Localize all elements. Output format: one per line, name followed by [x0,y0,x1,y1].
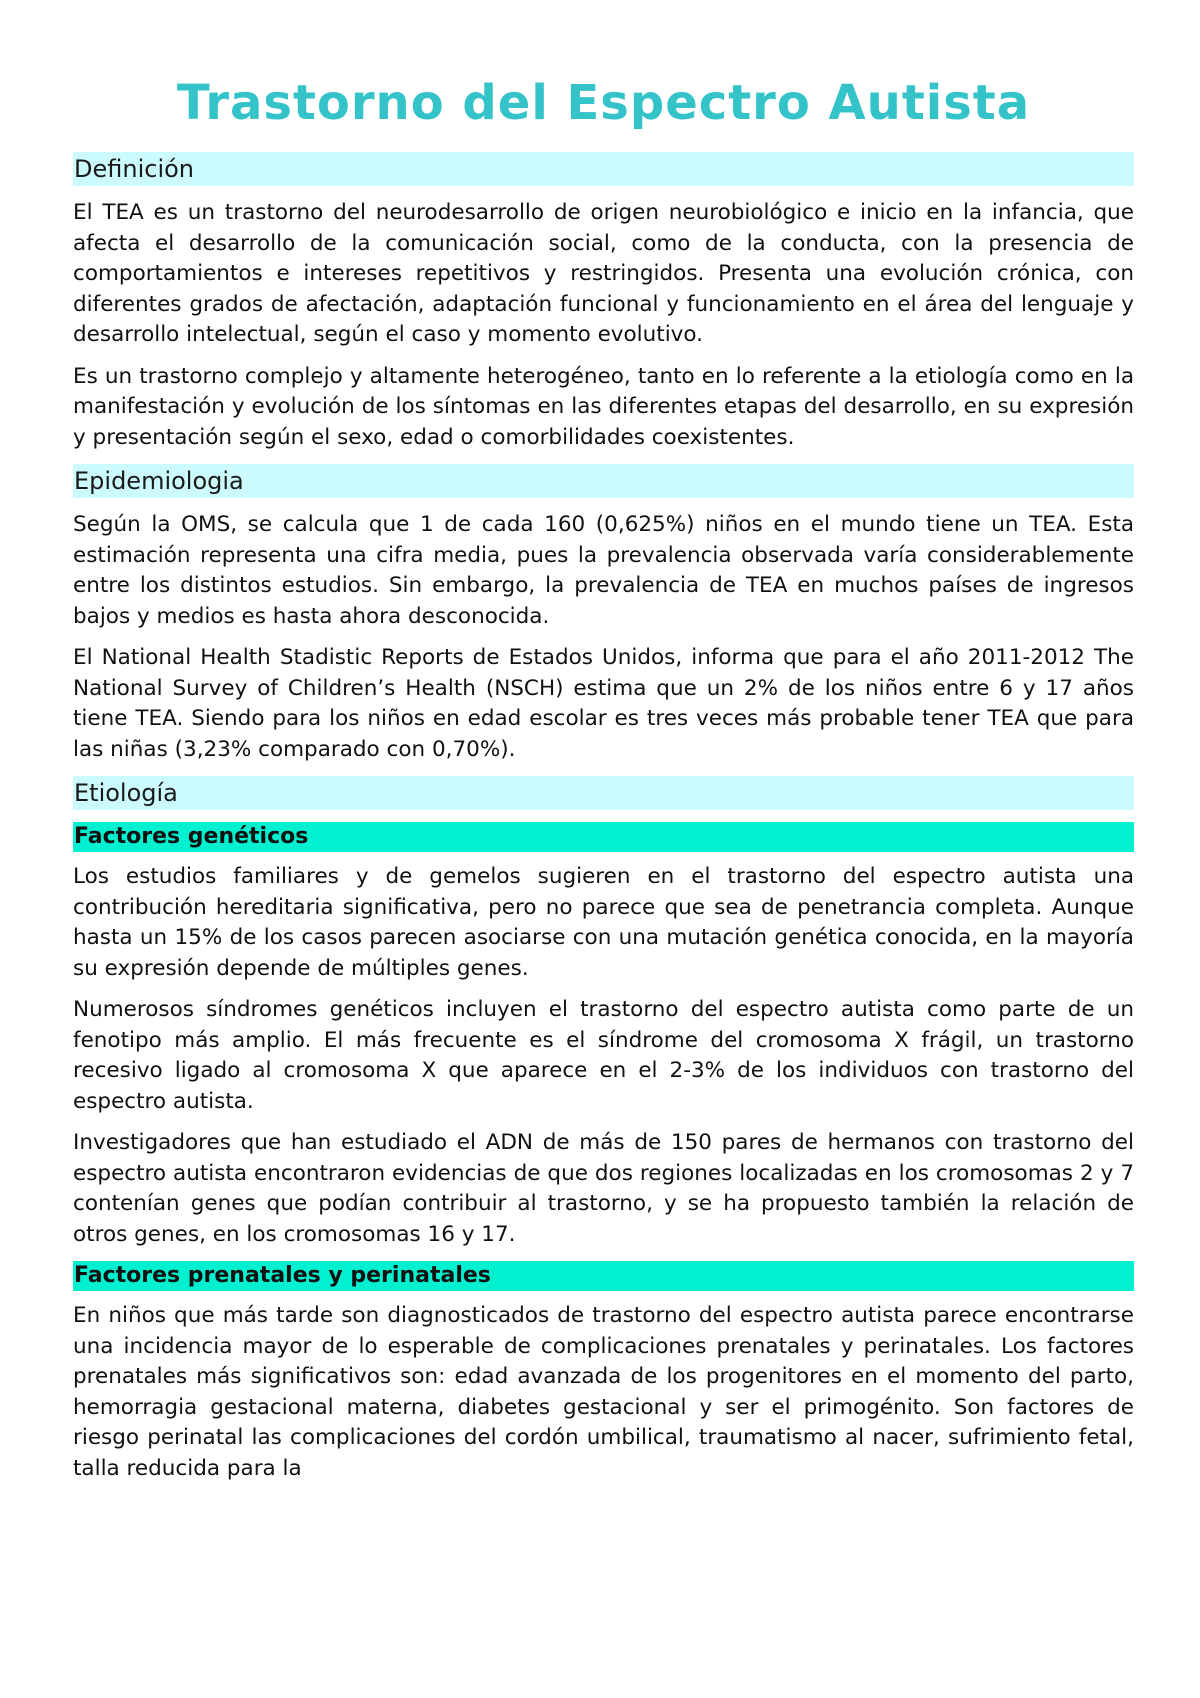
subsection-heading-factores-geneticos: Factores genéticos [73,822,1134,852]
document-content [73,74,1134,1495]
paragraph: Según la OMS, se calcula que 1 de cada 160 (0,625%) niños en el mundo tiene un TEA. Esta estimación representa una cifra media, pues la prevalencia observada varía considerablemente entre los distintos estudios. Sin embargo, la prevalencia de TEA en muchos países de ingresos bajos y medios es hasta ahora desconocida. [73,512,1134,629]
section-heading-etiologia: Etiología [73,776,1134,810]
paragraph: Numerosos síndromes genéticos incluyen el trastorno del espectro autista como parte de un fenotipo más amplio. El más frecuente es el síndrome del cromosoma X frágil, un trastorno recesivo ligado al cromosoma X que aparece en el 2-3% de los individuos con trastorno del espectro autista. [73,997,1134,1114]
paragraph: Investigadores que han estudiado el ADN de más de 150 pares de hermanos con trastorno del espectro autista encontraron evidencias de que dos regiones localizadas en los cromosomas 2 y 7 contenían genes que podían contribuir al trastorno, y se ha propuesto también la relación de otros genes, en los cromosomas 16 y 17. [73,1130,1134,1247]
section-heading-epidemiologia: Epidemiologia [73,464,1134,498]
paragraph: En niños que más tarde son diagnosticados de trastorno del espectro autista parece encontrarse una incidencia mayor de lo esperable de complicaciones prenatales y perinatales. Los factores prenatales más significativos son: edad avanzada de los progenitores en el momento del parto, hemorragia gestacional materna, diabetes gestacional y ser el primogénito. Son factores de riesgo perinatal las complicaciones del cordón umbilical, traumatismo al nacer, sufrimiento fetal, talla reducida para la [73,1303,1134,1481]
page-title: Trastorno del Espectro Autista [176,75,1031,131]
subsection-heading-factores-prenatales: Factores prenatales y perinatales [73,1261,1134,1291]
paragraph: Es un trastorno complejo y altamente heterogéneo, tanto en lo referente a la etiología como en la manifestación y evolución de los síntomas en las diferentes etapas del desarrollo, en su expresión y presentación según el sexo, edad o comorbilidades coexistentes. [73,363,1134,450]
section-heading-definicion: Definición [73,152,1134,186]
paragraph: Los estudios familiares y de gemelos sugieren en el trastorno del espectro autista una contribución hereditaria significativa, pero no parece que sea de penetrancia completa. Aunque hasta un 15% de los casos parecen asociarse con una mutación genética conocida, en la mayoría su expresión depende de múltiples genes. [73,864,1134,981]
paragraph: El TEA es un trastorno del neurodesarrollo de origen neurobiológico e inicio en la infancia, que afecta el desarrollo de la comunicación social, como de la conducta, con la presencia de comportamientos e intereses repetitivos y restringidos. Presenta una evolución crónica, con diferentes grados de afectación, adaptación funcional y funcionamiento en el área del lenguaje y desarrollo intelectual, según el caso y momento evolutivo. [73,200,1134,347]
paragraph: El National Health Stadistic Reports de Estados Unidos, informa que para el año 2011-2012 The National Survey of Children’s Health (NSCH) estima que un 2% de los niños entre 6 y 17 años tiene TEA. Siendo para los niños en edad escolar es tres veces más probable tener TEA que para las niñas (3,23% comparado con 0,70%). [73,645,1134,762]
